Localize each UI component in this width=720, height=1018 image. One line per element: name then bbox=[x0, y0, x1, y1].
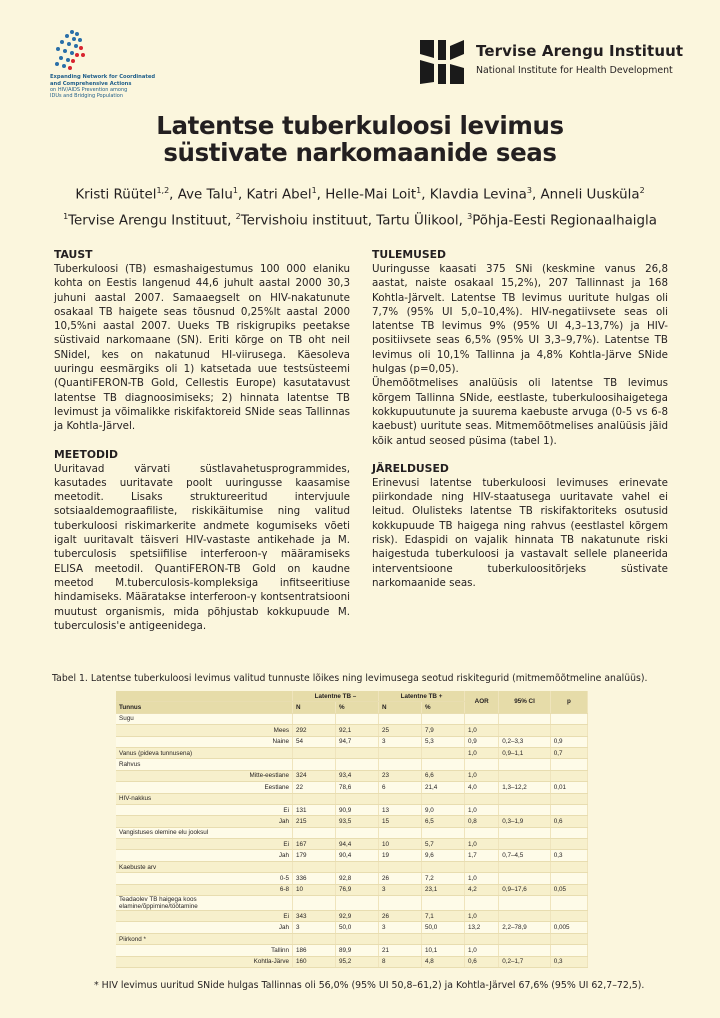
table-cell bbox=[499, 873, 550, 884]
section-text-jareldused: Erinevusi latentse tuberkuloosi levimuses erinevate piirkondade ning HIV-staatusega uuritavate vahel ei leitud. Olulisteks latentse TB riskifaktoriteks osutusid kokkupuude TB haigega ning rahvus (eestlastel kõrgem risk). Edaspidi on vajalik hinnata TB nakatunute riski haigestuda tuberkuloosi ja vastavalt sellele planeerida interventsioone tuberkuloositõrjeks süstivate narkomaanide seas. bbox=[372, 476, 668, 589]
header-tunnus: Tunnus bbox=[116, 702, 293, 713]
table-cell: 167 bbox=[293, 839, 336, 850]
section-heading-jareldused: JÄRELDUSED bbox=[372, 461, 449, 475]
table-cell: 0,3 bbox=[550, 850, 587, 861]
table-cell bbox=[550, 839, 587, 850]
table-cell: 1,0 bbox=[465, 725, 499, 736]
table-cell bbox=[550, 804, 587, 815]
table-cell: 131 bbox=[293, 804, 336, 815]
table-cell: 0,3–1,9 bbox=[499, 816, 550, 827]
table-cell: 0,01 bbox=[550, 782, 587, 793]
row-category-label: Eestlane bbox=[116, 782, 293, 793]
table-cell bbox=[550, 945, 587, 956]
table-cell bbox=[336, 759, 379, 770]
table-cell: 0,7 bbox=[550, 747, 587, 758]
table-cell bbox=[499, 839, 550, 850]
row-group-label: Vangistuses olemine elu jooksul bbox=[116, 827, 293, 838]
table-cell: 50,0 bbox=[422, 922, 465, 933]
table-cell bbox=[550, 793, 587, 804]
table-cell: 0,2–3,3 bbox=[499, 736, 550, 747]
table-cell bbox=[336, 861, 379, 872]
table-cell: 324 bbox=[293, 770, 336, 781]
table-cell: 25 bbox=[379, 725, 422, 736]
section-heading-tulemused: TULEMUSED bbox=[372, 248, 447, 261]
table-cell: 1,0 bbox=[465, 873, 499, 884]
table-cell bbox=[422, 713, 465, 724]
table-row bbox=[116, 759, 588, 770]
table-cell bbox=[465, 896, 499, 911]
table-cell bbox=[499, 933, 550, 944]
table-cell bbox=[293, 747, 336, 758]
table-cell: 90,4 bbox=[336, 850, 379, 861]
table-cell: 0,9 bbox=[550, 736, 587, 747]
header-latent-negative: Latentne TB – bbox=[293, 691, 379, 702]
table-cell bbox=[499, 713, 550, 724]
table-cell bbox=[379, 861, 422, 872]
left-column bbox=[54, 248, 350, 633]
table-cell: 3 bbox=[379, 922, 422, 933]
table-row bbox=[116, 782, 588, 793]
row-group-label: Piirkond * bbox=[116, 933, 293, 944]
row-group-label: Teadaolev TB haigega koos elamine/õppimine/töötamine bbox=[116, 896, 293, 911]
table-cell bbox=[293, 896, 336, 911]
table-cell: 1,0 bbox=[465, 911, 499, 922]
row-category-label: Ei bbox=[116, 839, 293, 850]
table-cell bbox=[550, 759, 587, 770]
table-cell bbox=[499, 861, 550, 872]
table-cell: 89,9 bbox=[336, 945, 379, 956]
table-cell bbox=[336, 747, 379, 758]
network-dots-icon bbox=[50, 28, 90, 72]
network-logo bbox=[50, 28, 170, 100]
table-cell: 179 bbox=[293, 850, 336, 861]
table-cell bbox=[422, 933, 465, 944]
row-category-label: 0-5 bbox=[116, 873, 293, 884]
table-cell: 5,3 bbox=[422, 736, 465, 747]
row-group-label: Sugu bbox=[116, 713, 293, 724]
table-cell bbox=[379, 713, 422, 724]
table-cell: 19 bbox=[379, 850, 422, 861]
table-cell: 1,0 bbox=[465, 839, 499, 850]
table-row bbox=[116, 873, 588, 884]
table-cell: 22 bbox=[293, 782, 336, 793]
table-cell: 76,9 bbox=[336, 884, 379, 895]
header-n-pos: N bbox=[379, 702, 422, 713]
table-cell bbox=[293, 713, 336, 724]
table-cell bbox=[293, 759, 336, 770]
table-cell bbox=[336, 896, 379, 911]
table-cell bbox=[550, 861, 587, 872]
table-cell bbox=[336, 827, 379, 838]
table-cell: 343 bbox=[293, 911, 336, 922]
table-cell bbox=[499, 759, 550, 770]
table-row bbox=[116, 945, 588, 956]
table-cell: 15 bbox=[379, 816, 422, 827]
table-row bbox=[116, 861, 588, 872]
table-cell: 5,7 bbox=[422, 839, 465, 850]
row-category-label: Jah bbox=[116, 850, 293, 861]
table-cell: 95,2 bbox=[336, 956, 379, 967]
table-cell: 1,0 bbox=[465, 770, 499, 781]
table-cell: 23,1 bbox=[422, 884, 465, 895]
section-text-meetodid: Uuritavad värvati süstlavahetusprogrammides, kasutades uuritavate poolt uuringusse kaasamise meetodit. Lisaks struktureeritud intervjuule sotsiaaldemograafiliste, riskikäitumise ning valitud tuberkuloosi riskimarkerite andmete kogumiseks võeti igalt uuritavalt täisveri HIV-vastaste antikehade ja M. tuberculosis spetsiifilise interferoon-γ määramiseks ELISA meetodil. QuantiFERON-TB Gold on kaudne meetod M.tuberculosis-kompleksiga infitseeritiuse hindamiseks. Määratakse interferoon-γ kontsentratsiooni muutust organismis, mida põhjustab kokkupuude M. tuberculosis'e antigeenidega. bbox=[54, 462, 350, 632]
table-cell: 292 bbox=[293, 725, 336, 736]
table-cell: 93,5 bbox=[336, 816, 379, 827]
table-cell: 10 bbox=[379, 839, 422, 850]
table-cell: 21 bbox=[379, 945, 422, 956]
institute-logo bbox=[420, 40, 684, 84]
table-cell: 7,2 bbox=[422, 873, 465, 884]
table-cell: 0,05 bbox=[550, 884, 587, 895]
table-cell bbox=[379, 933, 422, 944]
table-footnote: * HIV levimus uuritud SNide hulgas Tallinnas oli 56,0% (95% UI 50,8–61,2) ja Kohtla-Järvel 67,6% (95% UI 62,7–72,5). bbox=[94, 980, 645, 991]
table-cell bbox=[550, 725, 587, 736]
table-cell bbox=[422, 861, 465, 872]
table-cell: 94,7 bbox=[336, 736, 379, 747]
table-cell bbox=[422, 759, 465, 770]
institute-subtitle: National Institute for Health Development bbox=[476, 65, 673, 76]
table-cell bbox=[293, 827, 336, 838]
table-cell bbox=[379, 747, 422, 758]
table-cell: 0,9 bbox=[465, 736, 499, 747]
table-cell: 9,0 bbox=[422, 804, 465, 815]
row-category-label: Mees bbox=[116, 725, 293, 736]
row-category-label: Jah bbox=[116, 922, 293, 933]
table-row bbox=[116, 725, 588, 736]
table-cell: 6,5 bbox=[422, 816, 465, 827]
table-cell bbox=[336, 933, 379, 944]
institute-name: Tervise Arengu Instituut bbox=[476, 42, 684, 60]
affiliations: $^1$Tervise Arengu Instituut, $^2$Tervishoiu instituut, Tartu Ülikool, $^3$Põhja-Eesti Regionaalhaigla bbox=[63, 212, 657, 229]
table-cell: 21,4 bbox=[422, 782, 465, 793]
table-caption: Tabel 1. Latentse tuberkuloosi levimus valitud tunnuste lõikes ning levimusega seotud riskitegurid (mitmemõõtmeline analüüs). bbox=[52, 673, 648, 684]
table-cell: 78,6 bbox=[336, 782, 379, 793]
table-cell: 92,9 bbox=[336, 911, 379, 922]
row-category-label: Ei bbox=[116, 911, 293, 922]
table-cell: 3 bbox=[293, 922, 336, 933]
table-cell bbox=[499, 793, 550, 804]
table-cell bbox=[422, 827, 465, 838]
table-cell: 4,8 bbox=[422, 956, 465, 967]
table-row bbox=[116, 896, 588, 911]
table-cell: 10,1 bbox=[422, 945, 465, 956]
table-cell: 7,9 bbox=[422, 725, 465, 736]
table-cell: 26 bbox=[379, 873, 422, 884]
table-cell bbox=[336, 793, 379, 804]
table-cell: 186 bbox=[293, 945, 336, 956]
table-cell: 2,2–78,9 bbox=[499, 922, 550, 933]
table-cell bbox=[499, 804, 550, 815]
table-cell bbox=[499, 725, 550, 736]
table-cell: 1,0 bbox=[465, 804, 499, 815]
table-cell: 54 bbox=[293, 736, 336, 747]
table-cell bbox=[293, 861, 336, 872]
table-cell bbox=[550, 933, 587, 944]
table-cell: 1,0 bbox=[465, 945, 499, 956]
table-cell bbox=[550, 896, 587, 911]
table-cell bbox=[379, 759, 422, 770]
table-cell bbox=[499, 896, 550, 911]
header-pct-neg: % bbox=[336, 702, 379, 713]
table-row bbox=[116, 747, 588, 758]
table-cell bbox=[293, 793, 336, 804]
table-row bbox=[116, 850, 588, 861]
table-cell: 0,2–1,7 bbox=[499, 956, 550, 967]
table-cell bbox=[499, 827, 550, 838]
table-cell bbox=[550, 873, 587, 884]
table-cell: 0,9–17,6 bbox=[499, 884, 550, 895]
table-row bbox=[116, 827, 588, 838]
table-row bbox=[116, 770, 588, 781]
table-cell: 0,6 bbox=[465, 956, 499, 967]
table-cell: 0,6 bbox=[550, 816, 587, 827]
header-p: p bbox=[550, 691, 587, 713]
table-cell: 6,6 bbox=[422, 770, 465, 781]
row-category-label: 6-8 bbox=[116, 884, 293, 895]
table-cell: 92,8 bbox=[336, 873, 379, 884]
author-list: Kristi Rüütel$^{1,2}$, Ave Talu$^1$, Katri Abel$^1$, Helle-Mai Loit$^1$, Klavdia Levina$^3$, Anneli Uusküla$^2$ bbox=[75, 186, 645, 203]
table-cell: 90,9 bbox=[336, 804, 379, 815]
section-text-tulemused-1: Uuringusse kaasati 375 SNi (keskmine vanus 26,8 aastat, naiste osakaal 15,2%), 207 Tallinnast ja 168 Kohtla-Järvelt. Latentse TB levimus uuritute hulgas oli 7,7% (95% UI 5,0–10,4%). HIV-negatiivsete seas oli latentse TB levimus 9% (95% UI 4,3–13,7%) ja HIV-positiivsete seas 6,5% (95% UI 3,3–9,7%). Latentse TB levimus oli 10,1% Tallinna ja 4,8% Kohtla-Järve SNide hulgas (p=0,05). bbox=[372, 263, 668, 376]
row-category-label: Tallinn bbox=[116, 945, 293, 956]
table-cell bbox=[465, 713, 499, 724]
table-row bbox=[116, 884, 588, 895]
table-cell: 8 bbox=[379, 956, 422, 967]
table-cell bbox=[499, 770, 550, 781]
table-cell: 215 bbox=[293, 816, 336, 827]
table-cell bbox=[379, 793, 422, 804]
table-cell: 1,0 bbox=[465, 747, 499, 758]
section-heading-taust: TAUST bbox=[54, 248, 93, 261]
row-group-label: Kaebuste arv bbox=[116, 861, 293, 872]
table-row bbox=[116, 956, 588, 967]
section-text-taust: Tuberkuloosi (TB) esmashaigestumus 100 000 elaniku kohta on Eestis langenud 44,6 juhult aastal 2000 30,3 juhuni aastal 2007. Samaaegselt on HIV-nakatunute osakaal TB haigete seas tõusnud 0,25%lt aastal 2000 10,5%ni aastal 2007. Uueks TB riskigrupiks peetakse süstivaid narkomaane (SN). Eriti kõrge on TB oht neil SNidel, kes on nakatunud HI-viirusega. Käesoleva uuringu eesmärgiks oli 1) katsetada uue testsüsteemi (QuantiFERON-TB Gold, Cellestis Europe) kasutatavust latentse TB diagnoosimiseks; 2) hinnata latentse TB levimust ja võimalikke riskifaktoreid SNide seas Tallinnas ja Kohtla-Järvel. bbox=[54, 263, 350, 433]
header-latent-positive: Latentne TB + bbox=[379, 691, 465, 702]
table-cell bbox=[465, 759, 499, 770]
table-cell: 7,1 bbox=[422, 911, 465, 922]
table-cell bbox=[550, 827, 587, 838]
table-cell: 92,1 bbox=[336, 725, 379, 736]
table-cell bbox=[499, 911, 550, 922]
table-cell: 0,3 bbox=[550, 956, 587, 967]
table-cell bbox=[550, 911, 587, 922]
row-category-label: Mitte-eestlane bbox=[116, 770, 293, 781]
header-aor: AOR bbox=[465, 691, 499, 713]
row-group-label: HIV-nakkus bbox=[116, 793, 293, 804]
table-cell bbox=[293, 933, 336, 944]
table-cell: 13 bbox=[379, 804, 422, 815]
table-row bbox=[116, 911, 588, 922]
table-cell: 4,2 bbox=[465, 884, 499, 895]
section-text-tulemused-2: Ühemõõtmelises analüüsis oli latentse TB levimus kõrgem Tallinna SNide, eestlaste, tuberkuloosihaigetega kokkupuutunute ja suurema kaebuste arvuga (0-5 vs 6-8 kaebust) uuritute seas. Mitmemõõtmelises analüüsis jäid kõik antud seosed püsima (tabel 1). bbox=[372, 377, 668, 447]
table-cell: 93,4 bbox=[336, 770, 379, 781]
table-cell: 26 bbox=[379, 911, 422, 922]
authors-block bbox=[0, 180, 720, 233]
table-row bbox=[116, 713, 588, 724]
table-row bbox=[116, 933, 588, 944]
table-cell bbox=[550, 770, 587, 781]
section-heading-meetodid: MEETODID bbox=[54, 447, 118, 461]
table-cell bbox=[422, 747, 465, 758]
network-logo-subtext: on HIV/AIDS Prevention among IDUs and Bridging Population bbox=[50, 87, 128, 100]
row-category-label: Ei bbox=[116, 804, 293, 815]
table-cell bbox=[499, 945, 550, 956]
table-row bbox=[116, 804, 588, 815]
table-cell: 94,4 bbox=[336, 839, 379, 850]
table-cell: 336 bbox=[293, 873, 336, 884]
institute-emblem-icon bbox=[420, 40, 466, 84]
table-cell bbox=[465, 861, 499, 872]
table-header-row bbox=[116, 691, 588, 702]
table-cell: 23 bbox=[379, 770, 422, 781]
table-cell: 3 bbox=[379, 884, 422, 895]
row-category-label: Naine bbox=[116, 736, 293, 747]
header-n-neg: N bbox=[293, 702, 336, 713]
table-cell: 0,7–4,5 bbox=[499, 850, 550, 861]
table-cell bbox=[465, 933, 499, 944]
table-cell: 0,9–1,1 bbox=[499, 747, 550, 758]
table-cell: 160 bbox=[293, 956, 336, 967]
table-row bbox=[116, 922, 588, 933]
header-pct-pos: % bbox=[422, 702, 465, 713]
table-cell bbox=[379, 896, 422, 911]
table-row bbox=[116, 793, 588, 804]
row-group-label: Rahvus bbox=[116, 759, 293, 770]
table-cell bbox=[422, 896, 465, 911]
table-cell: 4,0 bbox=[465, 782, 499, 793]
table-cell: 0,8 bbox=[465, 816, 499, 827]
table-cell: 0,005 bbox=[550, 922, 587, 933]
network-logo-text: Expanding Network for Coordinated and Comprehensive Actions bbox=[50, 74, 156, 87]
table-cell: 10 bbox=[293, 884, 336, 895]
row-category-label: Jah bbox=[116, 816, 293, 827]
poster-title: Latentse tuberkuloosi levimus süstivate narkomaanide seas bbox=[156, 111, 564, 167]
table-cell: 9,6 bbox=[422, 850, 465, 861]
table-cell: 50,0 bbox=[336, 922, 379, 933]
table-cell: 1,7 bbox=[465, 850, 499, 861]
header-ci: 95% CI bbox=[499, 691, 550, 713]
right-column bbox=[372, 248, 668, 590]
table-cell bbox=[422, 793, 465, 804]
table-cell bbox=[465, 793, 499, 804]
row-group-label: Vanus (pideva tunnusena) bbox=[116, 747, 293, 758]
results-table bbox=[116, 691, 588, 968]
table-cell: 1,3–12,2 bbox=[499, 782, 550, 793]
table-cell: 13,2 bbox=[465, 922, 499, 933]
table-cell: 3 bbox=[379, 736, 422, 747]
table-row bbox=[116, 839, 588, 850]
table-cell: 6 bbox=[379, 782, 422, 793]
table-cell bbox=[379, 827, 422, 838]
table-cell bbox=[465, 827, 499, 838]
table-row bbox=[116, 736, 588, 747]
table-cell bbox=[336, 713, 379, 724]
row-category-label: Kohtla-Järve bbox=[116, 956, 293, 967]
table-cell bbox=[550, 713, 587, 724]
table-row bbox=[116, 816, 588, 827]
